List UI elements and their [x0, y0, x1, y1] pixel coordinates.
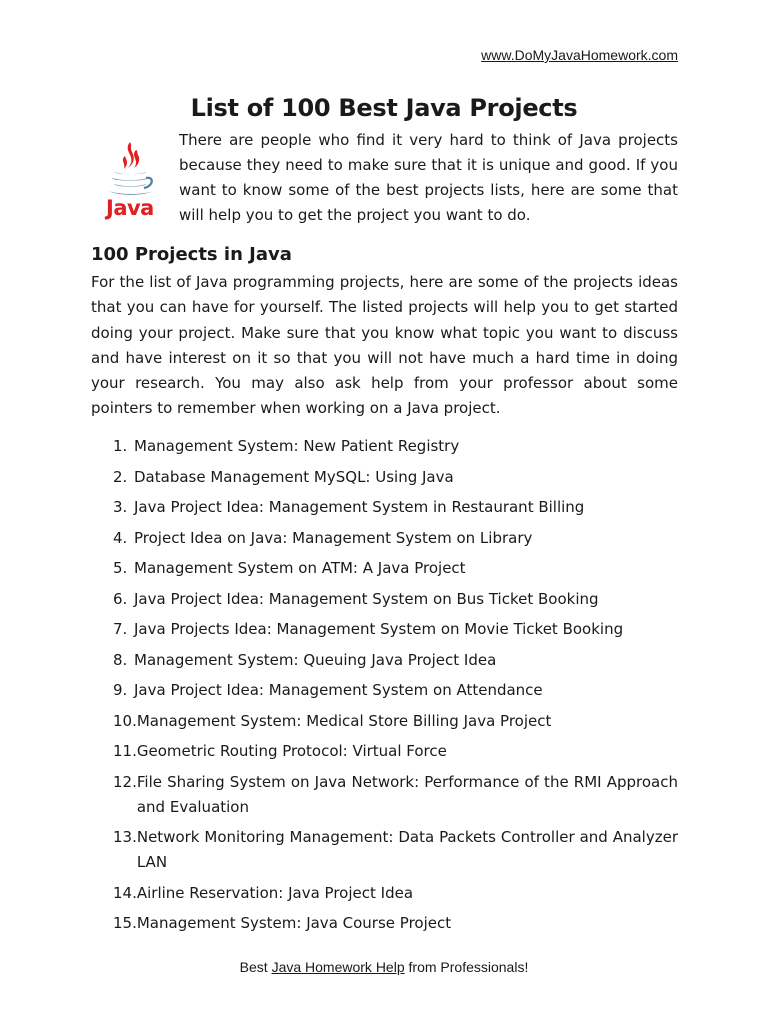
site-link[interactable]: www.DoMyJavaHomework.com	[481, 47, 678, 63]
list-item-number: 11.	[113, 742, 137, 760]
list-item	[113, 881, 678, 906]
list-item-number: 8.	[113, 650, 128, 669]
list-item-text: Java Project Idea: Management System in Restaurant Billing	[134, 498, 585, 516]
list-item-text: Airline Reservation: Java Project Idea	[136, 883, 414, 902]
list-item-text: Database Management MySQL: Using Java	[134, 467, 454, 486]
list-item-number: 12.	[113, 772, 137, 791]
section-heading: 100 Projects in Java	[91, 244, 292, 265]
footer	[0, 959, 768, 975]
java-logo	[92, 138, 168, 222]
list-item-text: Management System: Medical Store Billing Java Project	[136, 711, 552, 730]
list-item-text: Geometric Routing Protocol: Virtual Force	[136, 742, 447, 760]
list-item-number: 2.	[113, 467, 128, 486]
list-item-text: Project Idea on Java: Management System on Library	[134, 528, 533, 547]
list-item-text: Management System: New Patient Registry	[134, 437, 460, 455]
list-item	[113, 465, 678, 490]
list-item	[113, 678, 678, 703]
list-item	[113, 617, 678, 642]
footer-prefix: Best	[239, 959, 272, 975]
list-item	[113, 911, 678, 936]
java-logo-text: Java	[106, 196, 154, 220]
list-item-text: File Sharing System on Java Network: Performance of the RMI Approach and Evaluation	[136, 772, 678, 816]
list-item-number: 6.	[113, 589, 128, 608]
list-item	[113, 709, 678, 734]
list-item-text: Java Project Idea: Management System on Attendance	[134, 681, 543, 699]
list-item	[113, 434, 678, 459]
list-item-text: Network Monitoring Management: Data Packets Controller and Analyzer LAN	[136, 828, 678, 871]
list-item-number: 15.	[113, 914, 137, 932]
list-item-text: Java Projects Idea: Management System on Movie Ticket Booking	[134, 620, 624, 638]
intro-paragraph: There are people who find it very hard to think of Java projects because they need to make sure that it is unique and good. If you want to know some of the best projects lists, here are some that will help you to get the project you want to do.	[179, 131, 678, 224]
list-item-number: 13.	[113, 828, 137, 846]
list-item-text: Management System: Java Course Project	[136, 914, 452, 932]
list-item	[113, 587, 678, 612]
section-paragraph: For the list of Java programming projects, here are some of the projects ideas that you can have for yourself. The listed projects will help you to get started doing your project. Make sure that you know what topic you want to discuss and have interest on it so that you will not have much a hard time in doing your research. You may also ask help from your professor about some pointers to remember when working on a Java project.	[91, 273, 678, 418]
footer-suffix: from Professionals!	[404, 959, 529, 975]
list-item-number: 10.	[113, 711, 137, 730]
java-homework-help-link[interactable]: Java Homework Help	[271, 959, 405, 975]
list-item	[113, 825, 678, 875]
list-item	[113, 739, 678, 764]
list-item-number: 3.	[113, 498, 128, 516]
list-item-number: 1.	[113, 437, 128, 455]
list-item-text: Management System on ATM: A Java Project	[134, 559, 466, 577]
list-item-text: Management System: Queuing Java Project Idea	[134, 650, 497, 669]
list-item-number: 7.	[113, 620, 128, 638]
project-list	[113, 434, 678, 942]
list-item-number: 14.	[113, 883, 137, 902]
list-item	[113, 495, 678, 520]
list-item-number: 5.	[113, 559, 128, 577]
list-item-text: Java Project Idea: Management System on Bus Ticket Booking	[134, 589, 599, 608]
list-item	[113, 556, 678, 581]
page-title: List of 100 Best Java Projects	[190, 94, 578, 122]
list-item-number: 4.	[113, 528, 128, 547]
list-item-number: 9.	[113, 681, 128, 699]
list-item	[113, 770, 678, 820]
list-item	[113, 648, 678, 673]
list-item	[113, 526, 678, 551]
